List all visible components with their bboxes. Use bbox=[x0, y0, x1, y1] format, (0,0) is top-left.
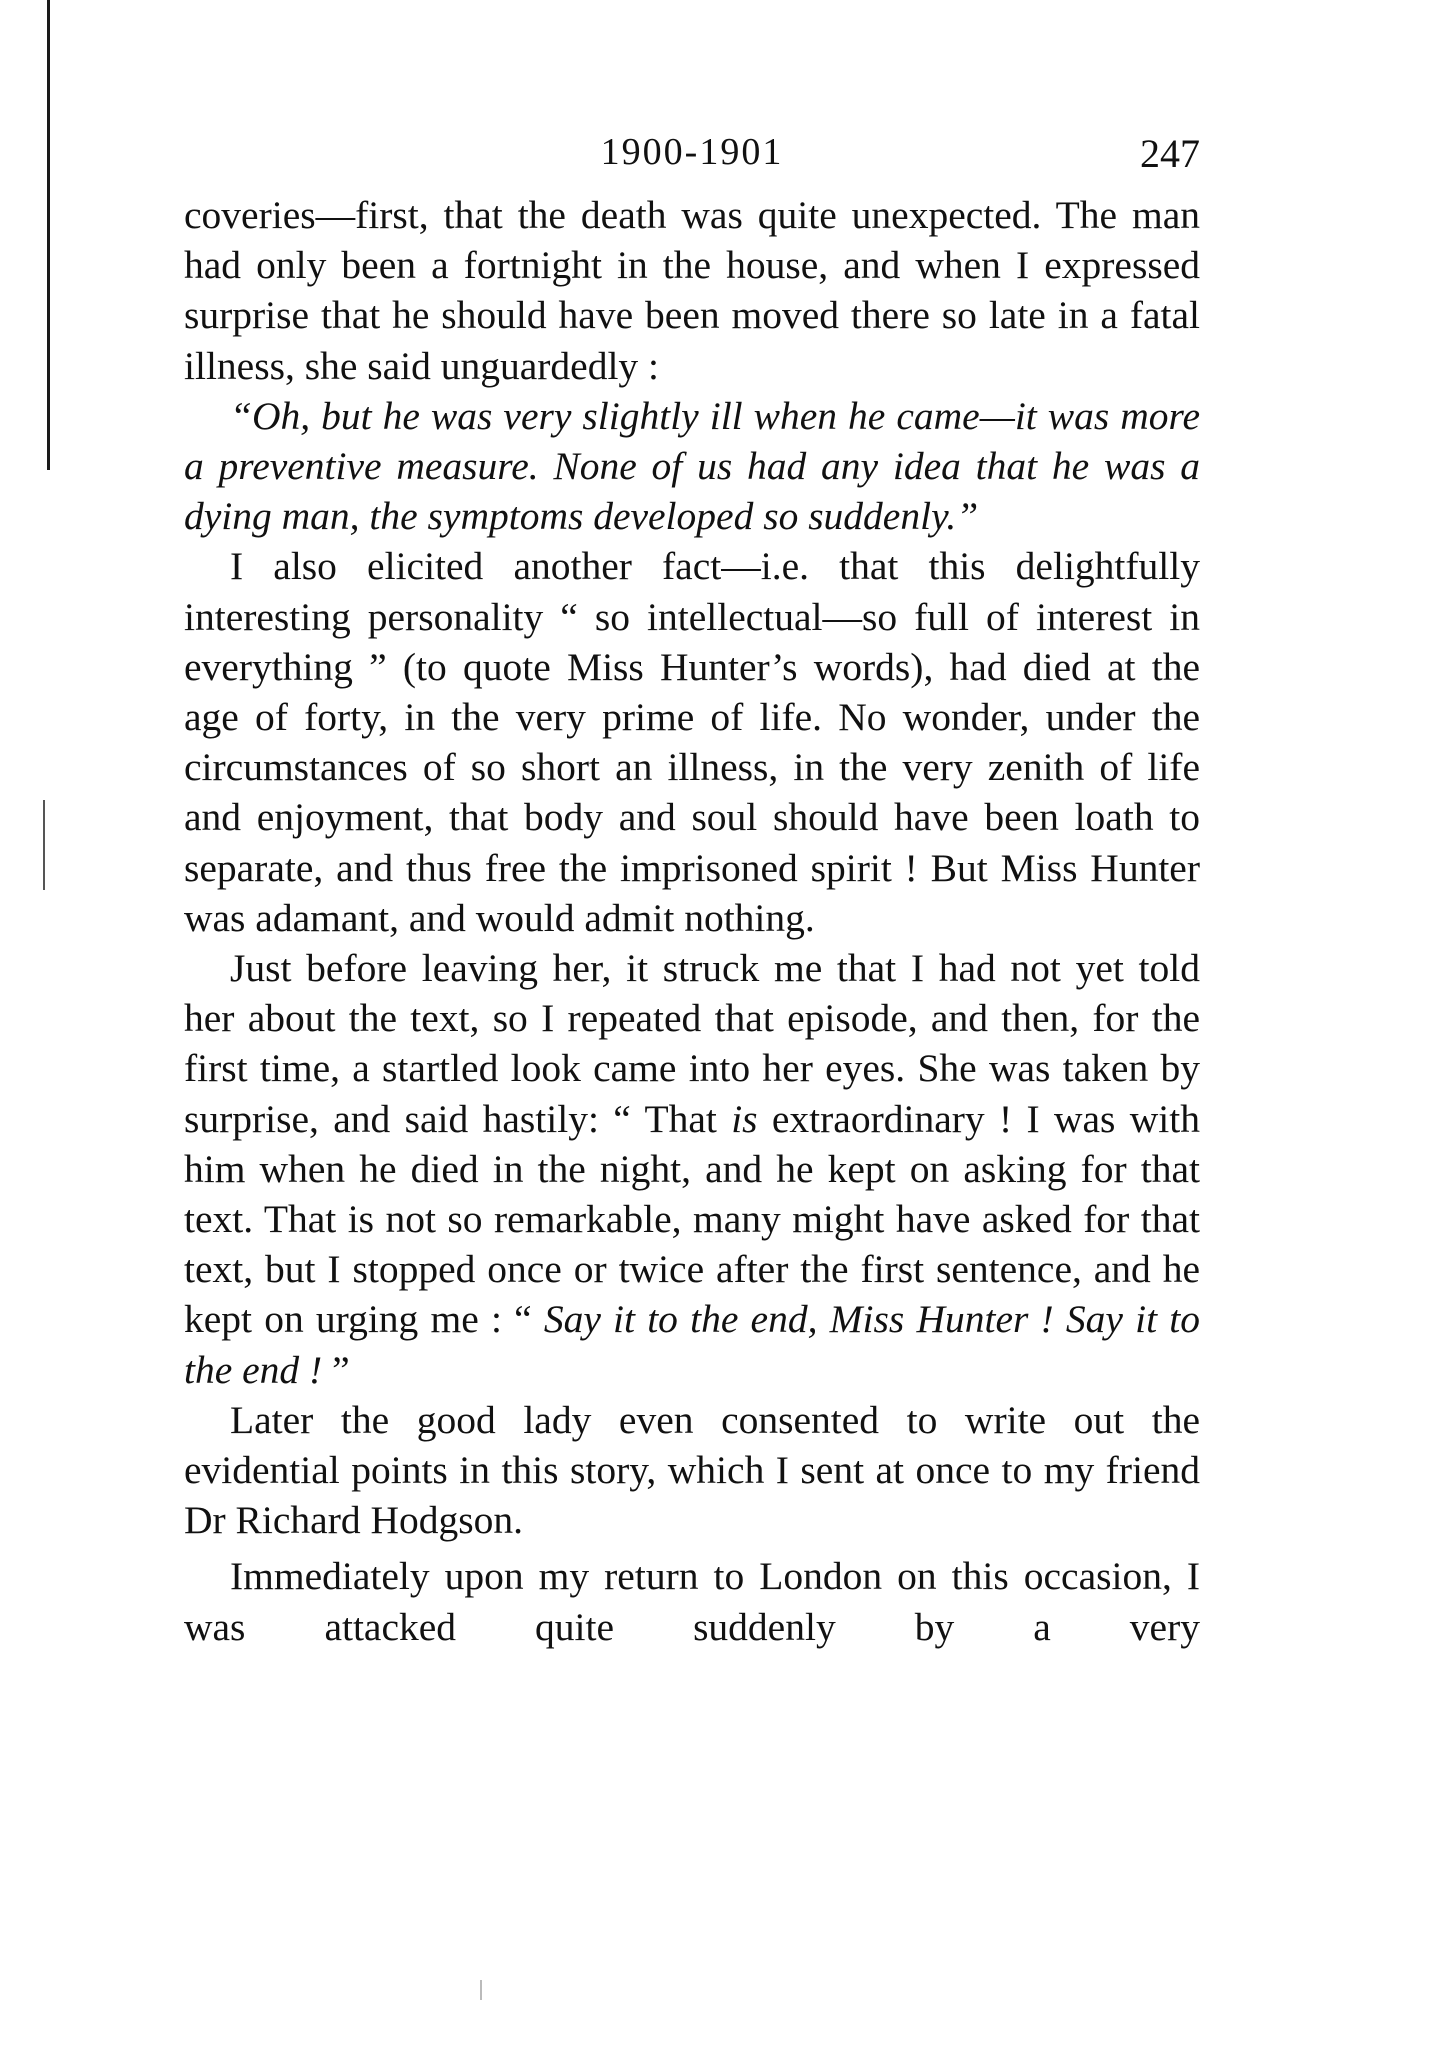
paragraph-5: Later the good lady even consented to write out the evidential points in this story, which I sent at once to my friend Dr Richard Hodgson. bbox=[184, 1397, 1200, 1543]
paragraph-4 bbox=[184, 943, 1200, 1395]
paragraph-4-emphasis: is bbox=[731, 1096, 758, 1141]
page-number: 247 bbox=[1140, 131, 1200, 176]
paragraph-1: coveries—first, that the death was quite unexpected. The man had only been a fortnight in the house, and when I expressed surprise that he should have been moved there so late in a fatal illness, she said unguardedly : bbox=[184, 193, 1200, 388]
scan-speck bbox=[480, 1980, 482, 2000]
binding-edge-line bbox=[47, 0, 50, 470]
paragraph-4-part-e: ” bbox=[322, 1347, 350, 1392]
paragraph-4-quote-italic: Say it to the end, Miss Hunter ! Say it to the end ! bbox=[184, 1297, 1200, 1392]
binding-edge-mark bbox=[43, 800, 45, 890]
paragraph-6: Immediately upon my return to London on this occasion, I was attacked quite suddenly by a very bbox=[184, 1554, 1200, 1649]
running-head bbox=[184, 118, 1200, 190]
quoted-passage: “Oh, but he was very slightly ill when he came—it was more a preventive measure. None of us had any idea that he was a dying man, the symptoms developed so suddenly.” bbox=[184, 393, 1200, 539]
paragraph-4-part-c: extraordinary ! I was with him when he died in the night, and he kept on asking for that text. That is not so remarkable, many might have asked for that text, but I stopped once or twice after the first sentence, and he kept on urging me : “ bbox=[184, 1096, 1200, 1342]
body-text bbox=[184, 190, 1200, 1652]
paragraph-3: I also elicited another fact—i.e. that this delightfully interesting personality “ so intellectual—so full of interest in everything ” (to quote Miss Hunter’s words), had died at the age of forty, in the very prime of life. No wonder, under the circumstances of so short an illness, in the very zenith of life and enjoyment, that body and soul should have been loath to separate, and thus free the imprisoned spirit ! But Miss Hunter was adamant, and would admit nothing. bbox=[184, 544, 1200, 940]
book-page bbox=[184, 118, 1200, 1652]
running-title: 1900-1901 bbox=[600, 131, 784, 173]
paragraph-4-part-a: Just before leaving her, it struck me that I had not yet told her about the text, so I repeated that episode, and then, for the first time, a startled look came into her eyes. She was taken by surprise, and said hastily: “ That bbox=[184, 946, 1200, 1141]
